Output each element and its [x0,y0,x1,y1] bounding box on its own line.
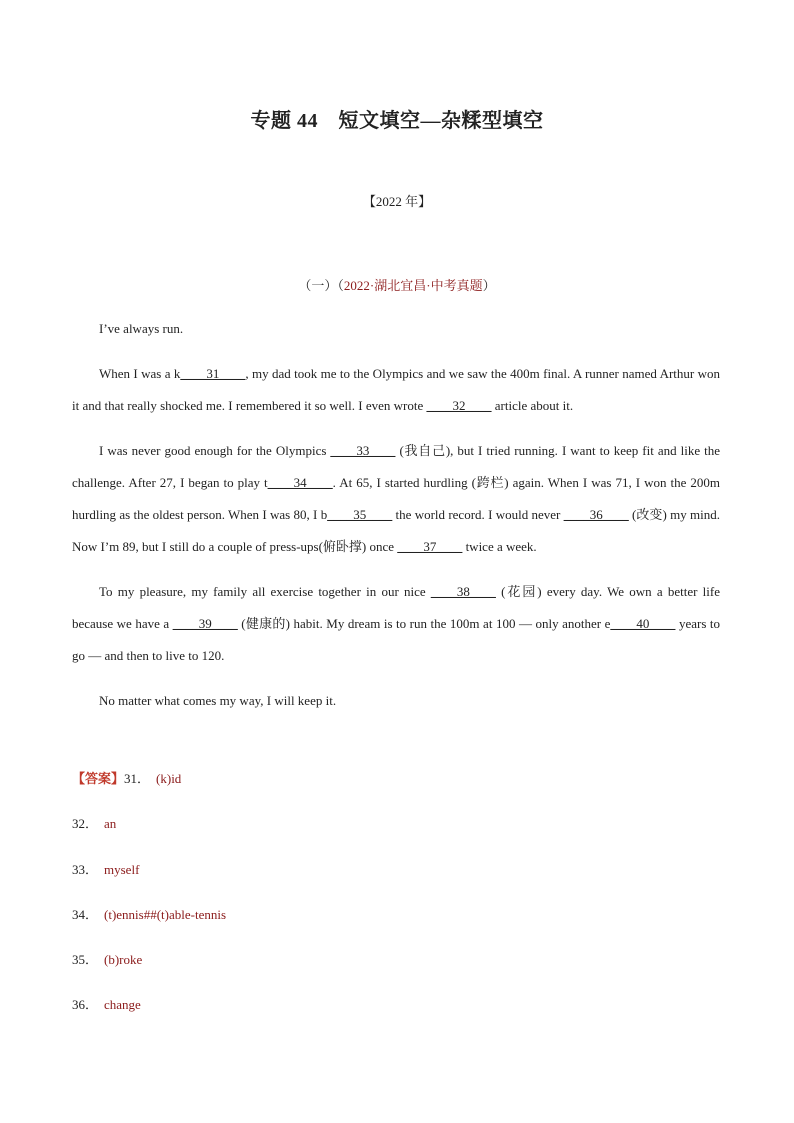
answer-line-31 [72,768,181,787]
paragraph-4 [72,576,720,672]
p3-text-f: (改变) my mind. Now I’m 89, but I still do a couple of press-ups(俯卧撑) once [72,507,721,554]
answer-number: 34． [72,907,99,922]
answer-value: change [104,997,141,1012]
answer-value: an [104,816,117,831]
answer-number: 35． [72,952,99,967]
answer-line-32 [72,813,116,832]
heading-suffix: ） [482,278,496,293]
blank-31: ____31____ [180,366,246,381]
p2-text-c: , my dad took me to the Olympics and we saw the 400m final. A runner named Arthur won it and that really shocked me. I remembered it so well. I even wrote [72,366,721,413]
paragraph-1: I’ve always run. [99,321,184,336]
blank-39: ____39____ [172,616,238,631]
page-title: 专题 44 短文填空—杂糅型填空 [250,110,544,132]
p4-text-e: years to go — and then to live to 120. [72,616,721,663]
answer-value: (b)roke [104,952,143,967]
p3-text-e: the world record. I would never [392,507,564,522]
answer-line-35 [72,949,142,968]
answer-value: (t)ennis##(t)able-tennis [104,907,227,922]
blank-40: ____40____ [610,616,676,631]
p4-text-d: (健康的) habit. My dream is to run the 100m at 100 — only another e [237,616,611,631]
p2-text-d: article about it. [491,398,574,413]
answer-number: 32． [72,816,99,831]
answer-tag: 【答案】 [72,771,125,786]
answer-line-33 [72,859,139,878]
p3-text-c: (我自己), but I tried running. I want to keep fit and like the challenge. After 27, I began to play t [72,443,721,490]
blank-32: ____32____ [426,398,492,413]
answer-value: (k)id [156,771,182,786]
answer-number: 31． [124,771,151,786]
blank-35: ____35____ [327,507,393,522]
heading-prefix: （一）（ [298,278,344,293]
blank-34: ____34____ [267,475,333,490]
p3-text-d: . At 65, I started hurdling (跨栏) again. When I was 71, I won the 200m hurdling as the oldest person. When I was 80, I b [72,475,720,522]
p3-text-a: I was never good enough for the Olympics [99,443,331,458]
p2-text-a: When I was a k [99,366,181,381]
blank-36: ____36____ [563,507,629,522]
year-label: 【2022 年】 [362,194,432,209]
paragraph-3 [72,435,720,563]
blank-38: ____38____ [430,584,496,599]
passage-source: 2022·湖北宜昌·中考真题 [343,278,483,293]
answer-number: 33． [72,862,99,877]
passage-heading [0,275,794,294]
answer-line-34 [72,904,226,923]
p3-text-g: twice a week. [462,539,537,554]
answer-value: myself [104,862,140,877]
blank-33: ____33____ [330,443,396,458]
passage-body [72,313,720,717]
paragraph-5: No matter what comes my way, I will keep it. [99,693,337,708]
answer-line-36 [72,994,141,1013]
p4-text-c: (花园) every day. We own a better life because we have a [72,584,720,631]
p4-text-a: To my pleasure, my family all exercise together in our nice [99,584,431,599]
answer-number: 36． [72,997,99,1012]
paragraph-2 [72,358,720,422]
blank-37: ____37____ [397,539,463,554]
